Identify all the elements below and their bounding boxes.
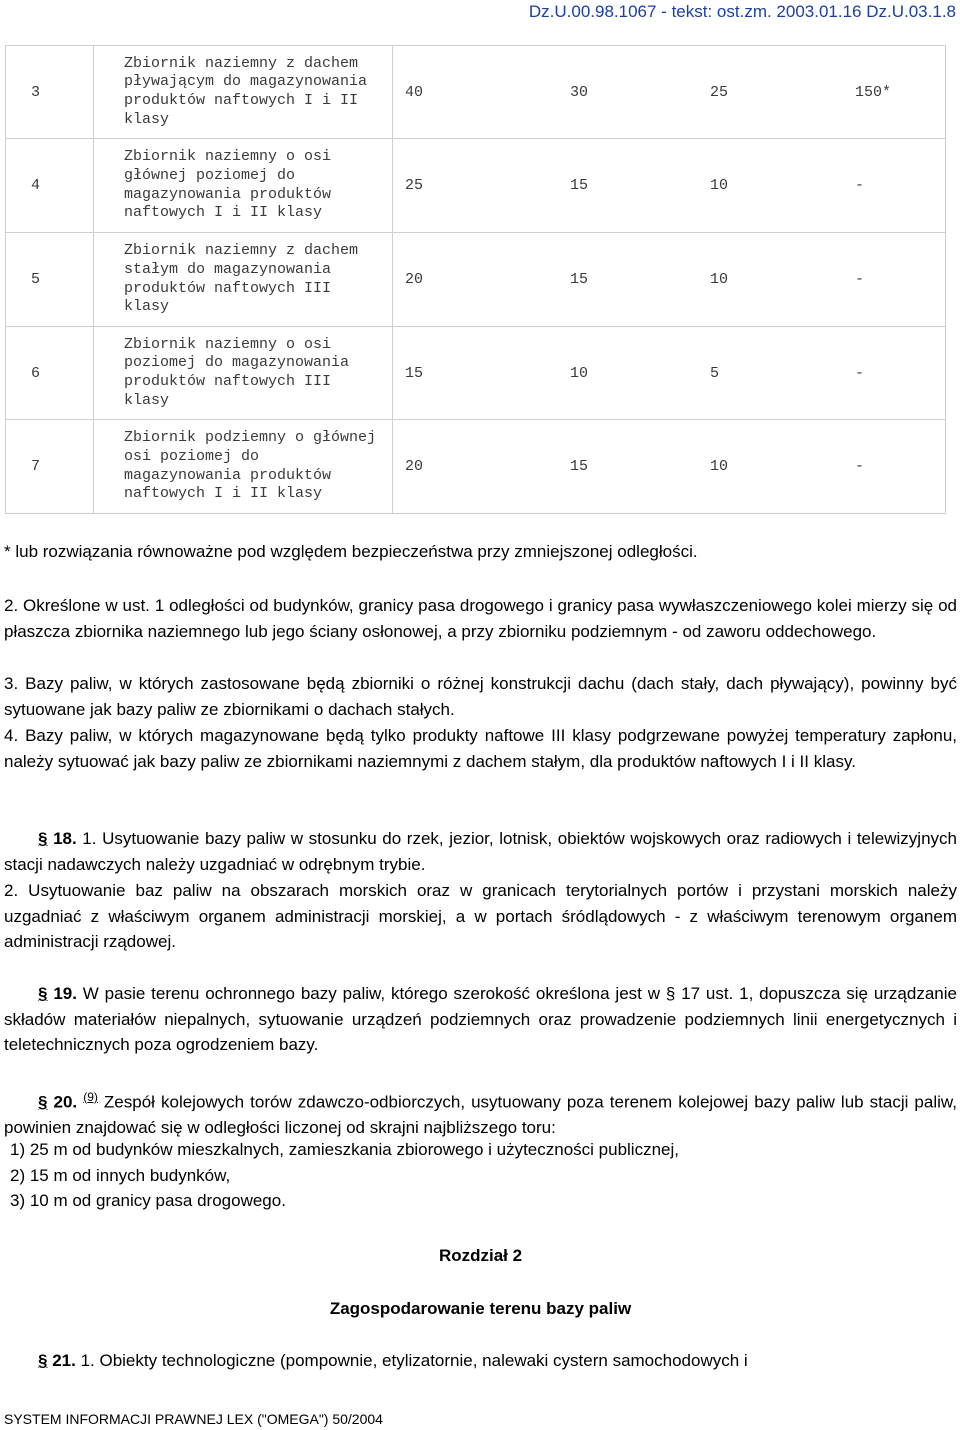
footnote-ref[interactable]: (9)	[83, 1090, 98, 1104]
table-row	[6, 46, 946, 139]
section-21-text: 1. Obiekty technologiczne (pompownie, etylizatornie, nalewaki cystern samochodowych i	[80, 1351, 748, 1370]
distance-value: -	[855, 271, 865, 288]
distance-value: 10	[710, 458, 729, 475]
section-sign: §	[38, 829, 48, 848]
tank-description: Zbiornik naziemny z dachem pływającym do magazynowania produktów naftowych I i II klasy	[94, 46, 393, 139]
chapter-title: Rozdział 2	[438, 1246, 523, 1265]
section-18	[4, 826, 957, 877]
table-row	[6, 327, 946, 420]
distance-values	[393, 420, 946, 514]
distance-value: -	[855, 458, 865, 475]
table-row	[6, 420, 946, 514]
distance-value: -	[855, 177, 865, 194]
tank-description: Zbiornik naziemny z dachem stałym do magazynowania produktów naftowych III klasy	[94, 233, 393, 327]
distance-value: 15	[405, 364, 424, 382]
list-item: 3) 10 m od granicy pasa drogowego.	[10, 1191, 286, 1210]
section-20-list	[4, 1137, 957, 1214]
row-number: 4	[6, 139, 94, 233]
footnote: * lub rozwiązania równoważne pod względem bezpieczeństwa przy zmniejszonej odległości.	[4, 542, 698, 561]
section-sign: §	[38, 1351, 48, 1370]
tank-description: Zbiornik podziemny o głównej osi poziomej do magazynowania produktów naftowych I i II klasy	[94, 420, 393, 514]
distance-values	[393, 46, 946, 139]
distance-value: -	[855, 364, 865, 382]
section-18-para-2: 2. Usytuowanie baz paliw na obszarach morskich oraz w granicach terytorialnych portów i przystani morskich należy uzgadniać z właściwym organem administracji morskiej, a w portach śródlądowych - z właściwym terenowym organem administracji rządowej.	[4, 881, 957, 951]
distance-value: 10	[570, 364, 589, 382]
table-row	[6, 139, 946, 233]
row-number: 5	[6, 233, 94, 327]
section-sign: §	[38, 1092, 48, 1112]
distance-value: 15	[570, 271, 589, 288]
section-18-para-1: 1. Usytuowanie bazy paliw w stosunku do rzek, jezior, lotnisk, obiektów wojskowych oraz radiowych i telewizyjnych stacji nadawczych należy uzgadniać w odrębnym trybie.	[4, 829, 957, 874]
section-21	[4, 1348, 957, 1374]
tank-description: Zbiornik naziemny o osi poziomej do magazynowania produktów naftowych III klasy	[94, 327, 393, 420]
chapter-subtitle: Zagospodarowanie terenu bazy paliw	[329, 1299, 632, 1318]
section-20	[4, 1085, 957, 1141]
distance-value: 20	[405, 271, 424, 288]
tank-description: Zbiornik naziemny o osi głównej poziomej do magazynowania produktów naftowych I i II klasy	[94, 139, 393, 233]
section-19	[4, 981, 957, 1058]
row-number: 6	[6, 327, 94, 420]
distance-values	[393, 233, 946, 327]
section-sign: §	[38, 984, 48, 1003]
section-number: 19.	[53, 984, 77, 1003]
distance-value: 5	[710, 364, 720, 382]
section-number: 18.	[53, 829, 77, 848]
distance-value: 15	[570, 458, 589, 475]
distance-value: 10	[710, 177, 729, 194]
section-19-text: W pasie terenu ochronnego bazy paliw, którego szerokość określona jest w § 17 ust. 1, dopuszcza się urządzanie składów materiałów niepalnych, sytuowanie urządzeń podziemnych oraz prowadzenie podziemnych linii energetycznych i teletechnicznych poza ogrodzeniem bazy.	[4, 984, 957, 1054]
distance-table	[5, 45, 946, 514]
footer: SYSTEM INFORMACJI PRAWNEJ LEX ("OMEGA") 50/2004	[4, 1411, 383, 1427]
paragraph-3: 3. Bazy paliw, w których zastosowane będą zbiorniki o różnej konstrukcji dachu (dach stały, dach pływający), powinny być sytuowane jak bazy paliw ze zbiornikami o dachach stałych.	[4, 674, 957, 719]
list-item: 1) 25 m od budynków mieszkalnych, zamieszkania zbiorowego i użyteczności publicznej,	[10, 1140, 679, 1159]
section-number: 21.	[52, 1351, 76, 1370]
distance-value: 150*	[855, 83, 892, 101]
paragraph-2: 2. Określone w ust. 1 odległości od budynków, granicy pasa drogowego i granicy pasa wywłaszczeniowego kolei mierzy się od płaszcza zbiornika naziemnego lub jego ściany osłonowej, a przy zbiorniku podziemnym - od zaworu oddechowego.	[4, 596, 957, 641]
distance-value: 30	[570, 83, 589, 101]
distance-value: 25	[710, 83, 729, 101]
section-number: 20.	[53, 1092, 78, 1112]
distance-value: 40	[405, 83, 424, 101]
distance-values	[393, 327, 946, 420]
section-20-text: Zespół kolejowych torów zdawczo-odbiorczych, usytuowany poza terenem kolejowej bazy paliw lub stacji paliw, powinien znajdować się w odległości liczonej od skrajni najbliższego toru:	[4, 1092, 957, 1138]
distance-value: 15	[570, 177, 589, 194]
row-number: 3	[6, 46, 94, 139]
distance-value: 20	[405, 458, 424, 475]
distance-value: 25	[405, 177, 424, 194]
distance-values	[393, 139, 946, 233]
paragraph-4: 4. Bazy paliw, w których magazynowane będą tylko produkty naftowe III klasy podgrzewane powyżej temperatury zapłonu, należy sytuować jak bazy paliw ze zbiornikami naziemnymi z dachem stałym, dla produktów naftowych I i II klasy.	[4, 726, 957, 771]
table-row	[6, 233, 946, 327]
list-item: 2) 15 m od innych budynków,	[10, 1165, 231, 1185]
distance-value: 10	[710, 271, 729, 288]
document-reference: Dz.U.00.98.1067 - tekst: ost.zm. 2003.01.16 Dz.U.03.1.8	[528, 2, 956, 21]
row-number: 7	[6, 420, 94, 514]
